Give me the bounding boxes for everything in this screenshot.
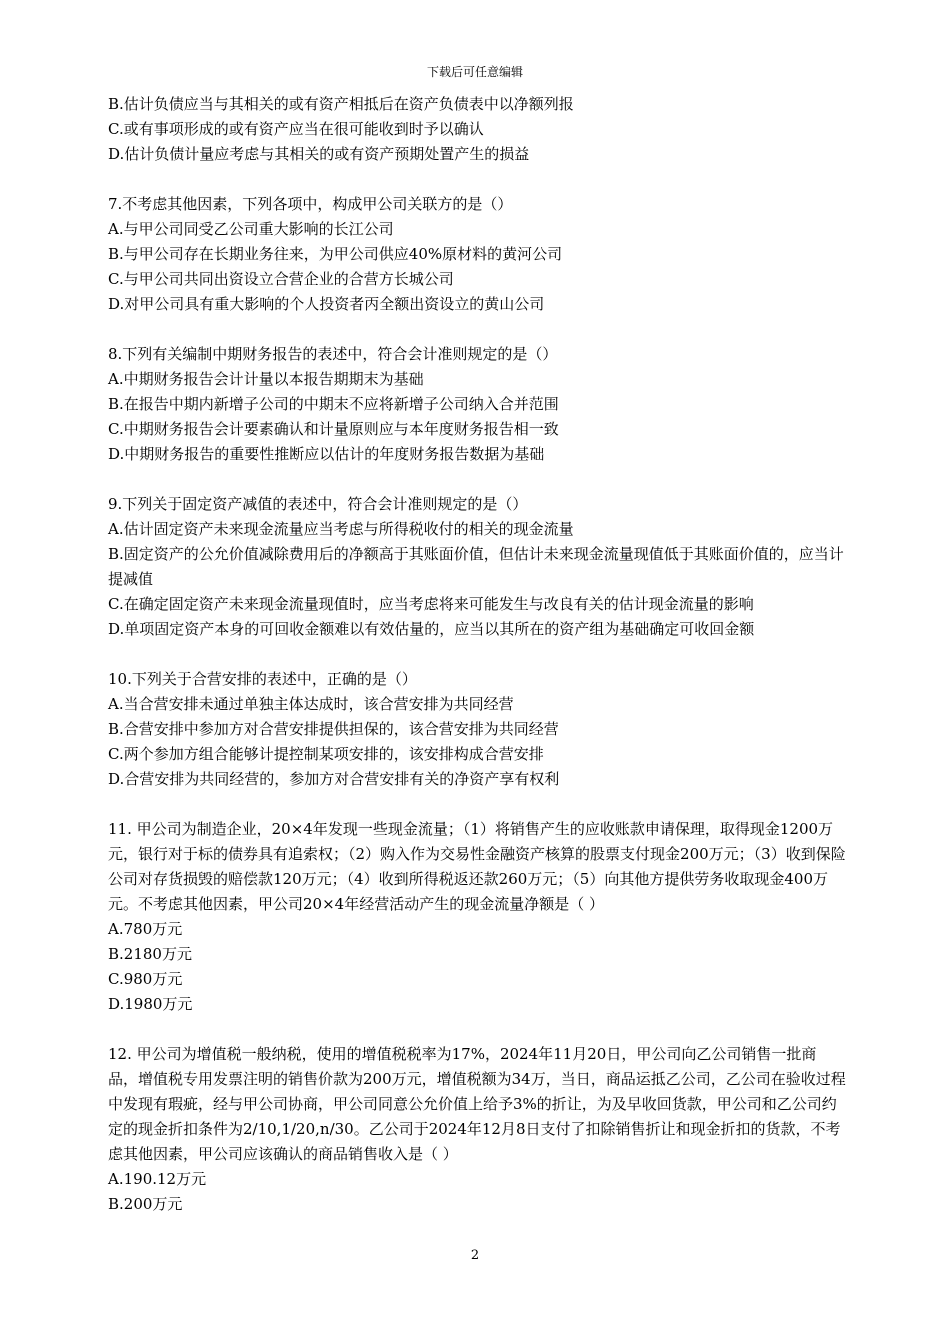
option-d: D.单项固定资产本身的可回收金额难以有效估量的，应当以其所在的资产组为基础确定可收回金额 bbox=[108, 620, 755, 638]
question-9 bbox=[108, 492, 846, 642]
question-12 bbox=[108, 1042, 846, 1217]
page-number: 2 bbox=[470, 1248, 480, 1263]
option-b: B.合营安排中参加方对合营安排提供担保的，该合营安排为共同经营 bbox=[108, 720, 559, 738]
option-a: A.估计固定资产未来现金流量应当考虑与所得税收付的相关的现金流量 bbox=[108, 520, 574, 538]
option-c: C.或有事项形成的或有资产应当在很可能收到时予以确认 bbox=[108, 120, 484, 138]
option-d: D.对甲公司具有重大影响的个人投资者丙全额出资设立的黄山公司 bbox=[108, 295, 545, 313]
question-stem: 12. 甲公司为增值税一般纳税，使用的增值税税率为17%，2024年11月20日，甲公司向乙公司销售一批商品，增值税专用发票注明的销售价款为200万元，增值税额为34万，当日，商品运抵乙公司，乙公司在验收过程中发现有瑕疵，经与甲公司协商，甲公司同意公允价值上给予3%的折让，为及早收回货款，甲公司和乙公司约定的现金折扣条件为2/10,1/20,n/30。乙公司于2024年12月8日支付了扣除销售折让和现金折扣的货款，不考虑其他因素，甲公司应该确认的商品销售收入是（ ） bbox=[108, 1045, 846, 1163]
option-c: C.两个参加方组合能够计提控制某项安排的，该安排构成合营安排 bbox=[108, 745, 544, 763]
option-c: C.在确定固定资产未来现金流量现值时，应当考虑将来可能发生与改良有关的估计现金流量的影响 bbox=[108, 595, 754, 613]
option-b: B.固定资产的公允价值减除费用后的净额高于其账面价值，但估计未来现金流量现值低于其账面价值的，应当计提减值 bbox=[108, 545, 844, 588]
option-b: B.与甲公司存在长期业务往来，为甲公司供应40%原材料的黄河公司 bbox=[108, 245, 563, 263]
option-b: B.200万元 bbox=[108, 1195, 183, 1213]
option-d: D.估计负债计量应考虑与其相关的或有资产预期处置产生的损益 bbox=[108, 145, 530, 163]
option-a: A.190.12万元 bbox=[108, 1170, 207, 1188]
question-stem: 9.下列关于固定资产减值的表述中，符合会计准则规定的是（） bbox=[108, 495, 528, 513]
option-b: B.估计负债应当与其相关的或有资产相抵后在资产负债表中以净额列报 bbox=[108, 95, 574, 113]
option-d: D.1980万元 bbox=[108, 995, 193, 1013]
question-7 bbox=[108, 192, 846, 317]
question-stem: 11. 甲公司为制造企业，20×4年发现一些现金流量；（1）将销售产生的应收账款申请保理，取得现金1200万元，银行对于标的债券具有追索权；（2）购入作为交易性金融资产核算的股票支付现金200万元；（3）收到保险公司对存货损毁的赔偿款120万元；（4）收到所得税返还款260万元；（5）向其他方提供劳务收取现金400万元。不考虑其他因素，甲公司20×4年经营活动产生的现金流量净额是（ ） bbox=[108, 820, 846, 913]
question-10 bbox=[108, 667, 846, 792]
question-8 bbox=[108, 342, 846, 467]
question-stem: 8.下列有关编制中期财务报告的表述中，符合会计准则规定的是（） bbox=[108, 345, 558, 363]
question-11 bbox=[108, 817, 846, 1017]
option-a: A.中期财务报告会计计量以本报告期期末为基础 bbox=[108, 370, 424, 388]
option-b: B.在报告中期内新增子公司的中期末不应将新增子公司纳入合并范围 bbox=[108, 395, 559, 413]
page-content bbox=[108, 92, 846, 1242]
option-c: C.980万元 bbox=[108, 970, 183, 988]
page-header: 下载后可任意编辑 bbox=[426, 65, 523, 79]
question-stem: 7.不考虑其他因素，下列各项中，构成甲公司关联方的是（） bbox=[108, 195, 513, 213]
option-c: C.与甲公司共同出资设立合营企业的合营方长城公司 bbox=[108, 270, 454, 288]
option-b: B.2180万元 bbox=[108, 945, 192, 963]
question-stem: 10.下列关于合营安排的表述中，正确的是（） bbox=[108, 670, 417, 688]
option-d: D.合营安排为共同经营的，参加方对合营安排有关的净资产享有权利 bbox=[108, 770, 560, 788]
continuation-block bbox=[108, 92, 846, 167]
option-a: A.当合营安排未通过单独主体达成时，该合营安排为共同经营 bbox=[108, 695, 514, 713]
option-a: A.780万元 bbox=[108, 920, 183, 938]
option-a: A.与甲公司同受乙公司重大影响的长江公司 bbox=[108, 220, 394, 238]
option-c: C.中期财务报告会计要素确认和计量原则应与本年度财务报告相一致 bbox=[108, 420, 559, 438]
option-d: D.中期财务报告的重要性推断应以估计的年度财务报告数据为基础 bbox=[108, 445, 545, 463]
